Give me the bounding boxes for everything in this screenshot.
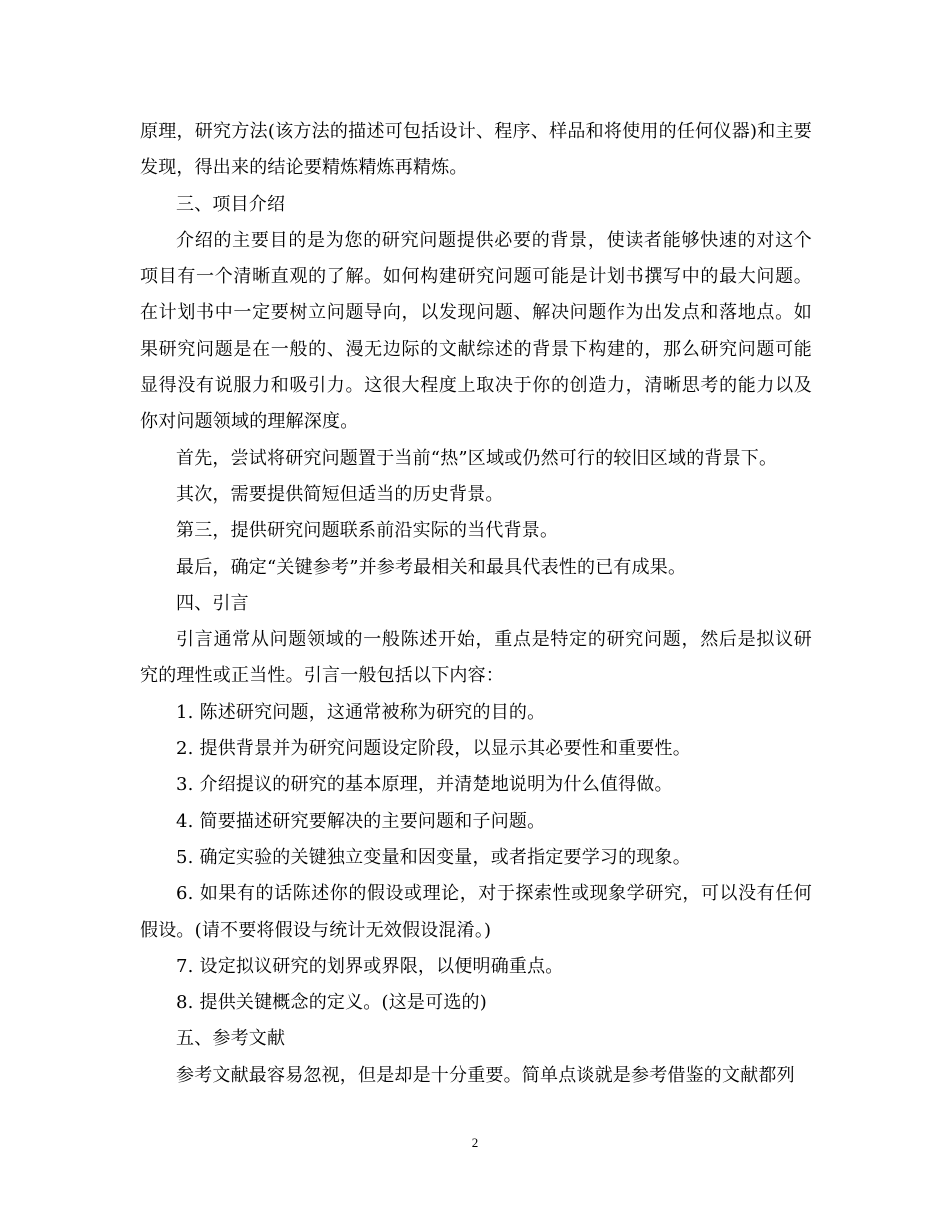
paragraph-references: 参考文献最容易忽视，但是却是十分重要。简单点谈就是参考借鉴的文献都列: [176, 1064, 795, 1086]
list-item-5: 5. 确定实验的关键独立变量和因变量，或者指定要学习的现象。: [176, 846, 691, 868]
paragraph-intro-purpose: 介绍的主要目的是为您的研究问题提供必要的背景，使读者能够快速的对这个项目有一个清晰直观的了解。如何构建研究问题可能是计划书撰写中的最大问题。在计划书中一定要树立问题导向，以发现问题、解决问题作为出发点和落地点。如果研究问题是在一般的、漫无边际的文献综述的背景下构建的，那么研究问题可能显得没有说服力和吸引力。这很大程度上取决于你的创造力，清晰思考的能力以及你对问题领域的理解深度。: [140, 229, 812, 433]
paragraph-finally: 最后，确定“关键参考”并参考最相关和最具代表性的已有成果。: [176, 556, 687, 578]
section-heading-introduction: 四、引言: [176, 592, 249, 614]
list-item-8: 8. 提供关键概念的定义。(这是可选的): [176, 992, 487, 1014]
list-item-7: 7. 设定拟议研究的划界或界限，以便明确重点。: [176, 955, 564, 977]
section-heading-project-intro: 三、项目介绍: [176, 193, 286, 215]
list-item-6: 6. 如果有的话陈述你的假设或理论，对于探索性或现象学研究，可以没有任何假设。(请不要将假设与统计无效假设混淆。): [140, 883, 812, 941]
list-item-3: 3. 介绍提议的研究的基本原理，并清楚地说明为什么值得做。: [176, 774, 673, 796]
paragraph-continuation: 原理，研究方法(该方法的描述可包括设计、程序、样品和将使用的任何仪器)和主要发现，得出来的结论要精炼精炼再精炼。: [140, 121, 812, 179]
list-item-4: 4. 简要描述研究要解决的主要问题和子问题。: [176, 810, 546, 832]
list-item-1: 1. 陈述研究问题，这通常被称为研究的目的。: [176, 701, 546, 723]
page-number: 2: [471, 1135, 479, 1150]
paragraph-second: 其次，需要提供简短但适当的历史背景。: [176, 483, 504, 505]
page-body: [140, 114, 812, 1094]
list-item-2: 2. 提供背景并为研究问题设定阶段，以显示其必要性和重要性。: [176, 738, 691, 760]
paragraph-third: 第三，提供研究问题联系前沿实际的当代背景。: [176, 520, 559, 542]
paragraph-introduction-overview: 引言通常从问题领域的一般陈述开始，重点是特定的研究问题，然后是拟议研究的理性或正当性。引言一般包括以下内容：: [140, 629, 812, 687]
section-heading-references: 五、参考文献: [176, 1028, 286, 1050]
paragraph-first: 首先，尝试将研究问题置于当前“热”区域或仍然可行的较旧区域的背景下。: [176, 447, 778, 469]
